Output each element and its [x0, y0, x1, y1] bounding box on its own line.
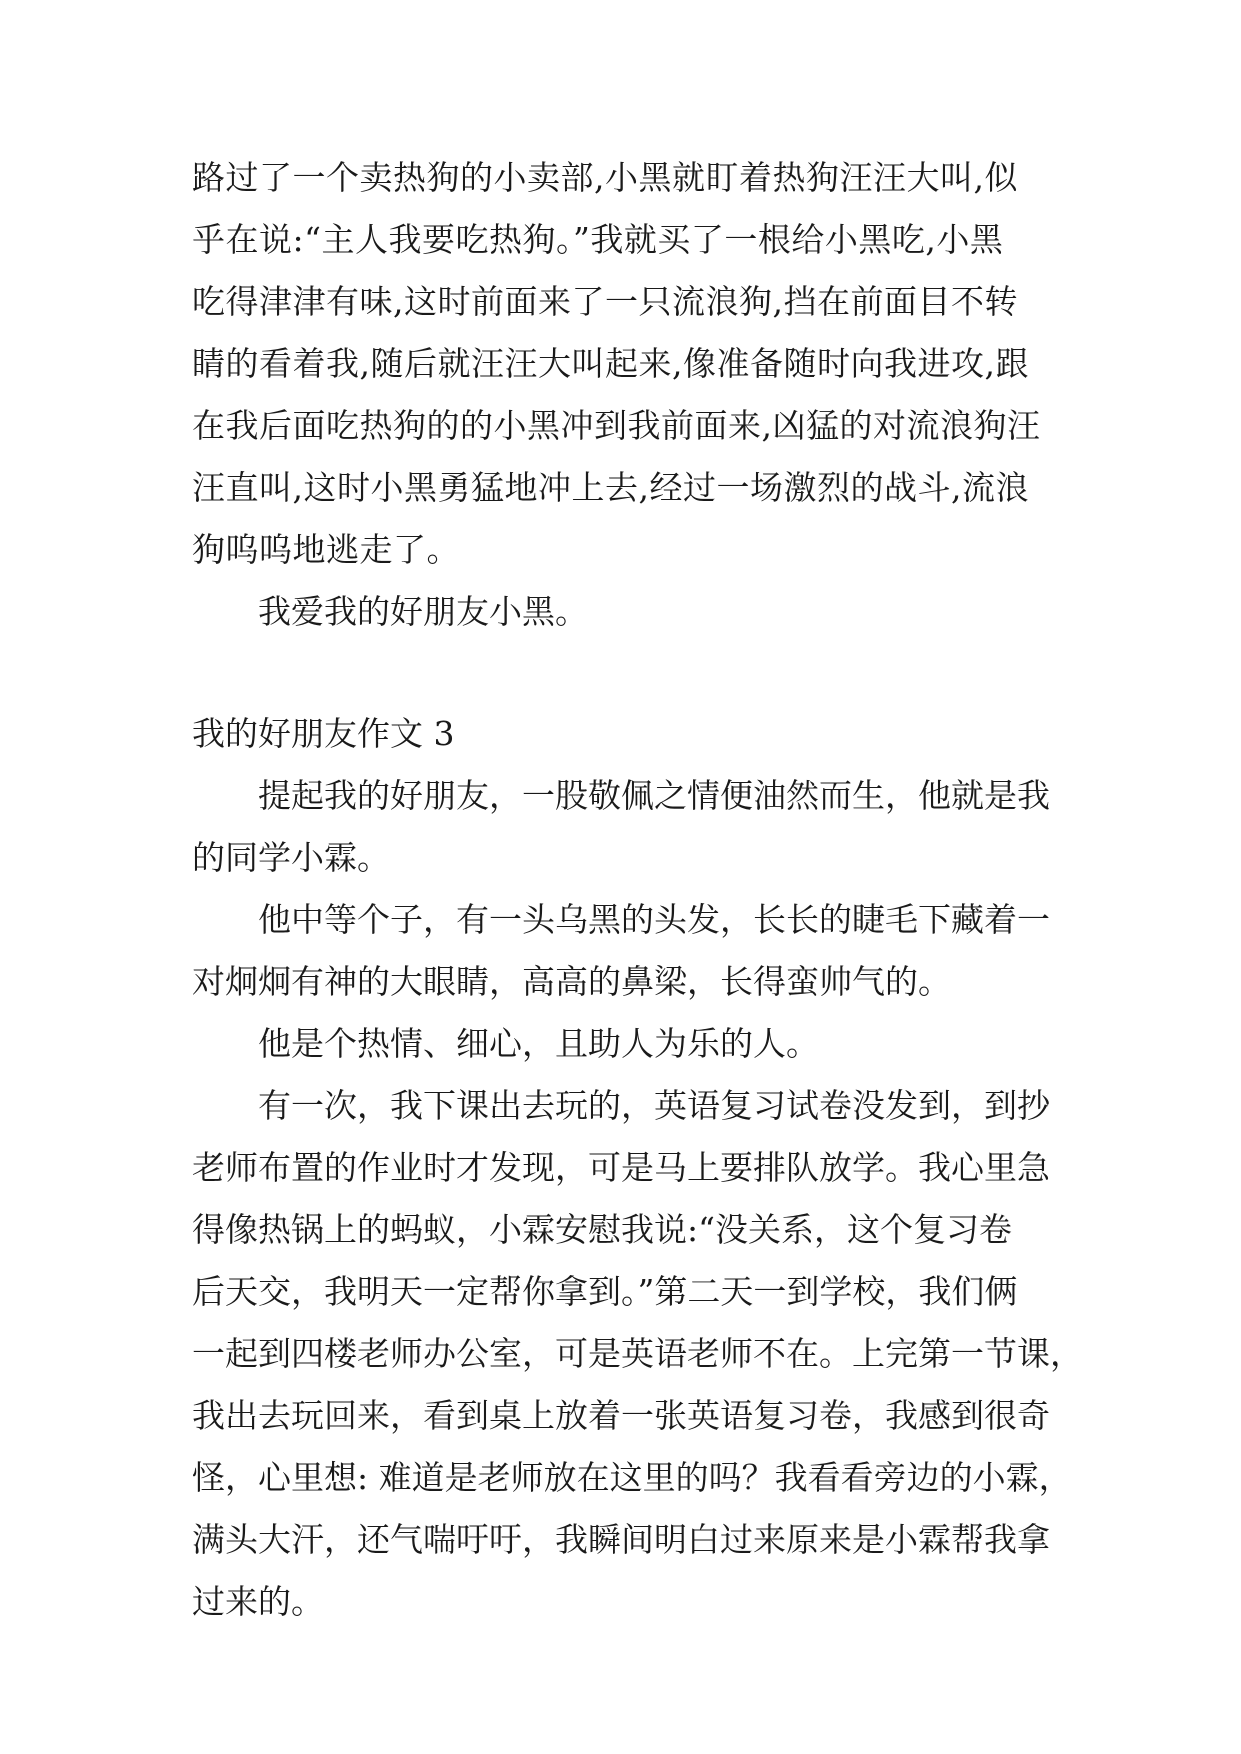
text-line: 汪直叫,这时小黑勇猛地冲上去,经过一场激烈的战斗,流浪: [192, 468, 1029, 507]
text-line: 过来的。: [192, 1582, 324, 1621]
text-line: 提起我的好朋友，一股敬佩之情便油然而生，他就是我: [258, 776, 1050, 815]
paragraph-character: 他是个热情、细心，且助人为乐的人。: [258, 1024, 819, 1063]
text-line: 老师布置的作业时才发现，可是马上要排队放学。我心里急: [192, 1148, 1050, 1187]
text-line: 乎在说:“主人我要吃热狗。”我就买了一根给小黑吃,小黑: [192, 220, 1004, 259]
text-line: 满头大汗，还气喘吁吁，我瞬间明白过来原来是小霖帮我拿: [192, 1520, 1050, 1559]
text-line: 在我后面吃热狗的的小黑冲到我前面来,凶猛的对流浪狗汪: [192, 406, 1041, 445]
text-line: 路过了一个卖热狗的小卖部,小黑就盯着热狗汪汪大叫,似: [192, 158, 1018, 197]
text-line: 吃得津津有味,这时前面来了一只流浪狗,挡在前面目不转: [192, 282, 1018, 321]
text-line: 他中等个子，有一头乌黑的头发，长长的睫毛下藏着一: [258, 900, 1050, 939]
text-line: 睛的看着我,随后就汪汪大叫起来,像准备随时向我进攻,跟: [192, 344, 1029, 383]
text-line: 对炯炯有神的大眼睛，高高的鼻梁，长得蛮帅气的。: [192, 962, 951, 1001]
text-line: 的同学小霖。: [192, 838, 390, 877]
text-line: 我出去玩回来，看到桌上放着一张英语复习卷，我感到很奇: [192, 1396, 1050, 1435]
text-line: 后天交，我明天一定帮你拿到。”第二天一到学校，我们俩: [192, 1272, 1018, 1311]
text-line: 一起到四楼老师办公室，可是英语老师不在。上完第一节课，: [192, 1334, 1083, 1373]
text-line: 怪，心里想: 难道是老师放在这里的吗？我看看旁边的小霖，: [192, 1458, 1072, 1497]
paragraph-love-friend: 我爱我的好朋友小黑。: [258, 592, 588, 631]
section-title: 我的好朋友作文 3: [192, 714, 455, 753]
text-line: 得像热锅上的蚂蚁，小霖安慰我说:“没关系，这个复习卷: [192, 1210, 1012, 1249]
text-line: 有一次，我下课出去玩的，英语复习试卷没发到，到抄: [258, 1086, 1050, 1125]
text-line: 狗呜呜地逃走了。: [192, 530, 460, 569]
